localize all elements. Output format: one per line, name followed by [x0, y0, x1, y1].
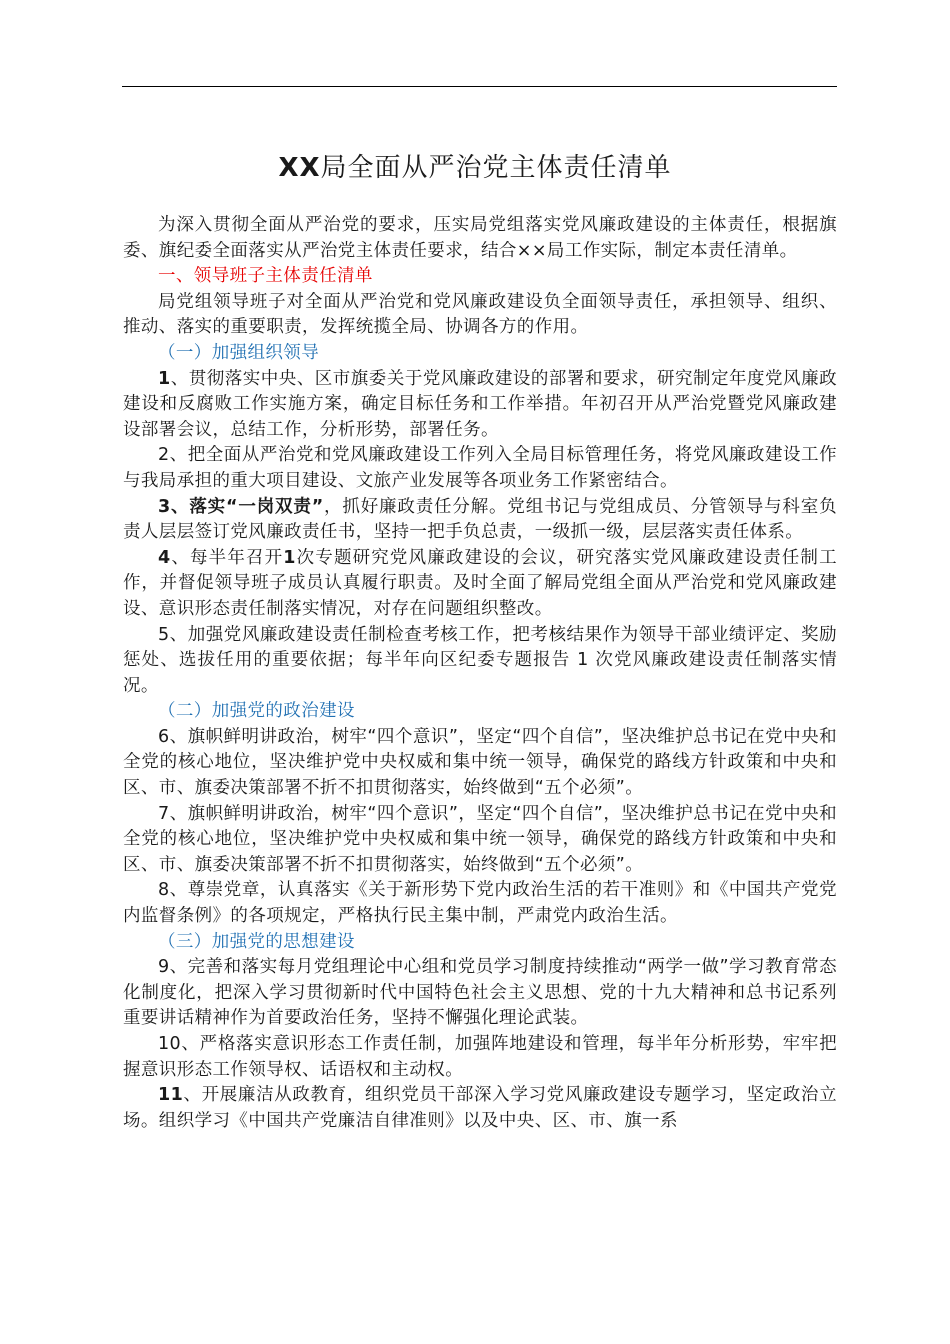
item-number: 11 [158, 1085, 184, 1106]
item-text: 次专题研究党风廉政建设的会议，研究落实党风廉政建设责任制工作，并督促领导班子成员认真履行职责。及时全面了解局党组全面从严治党和党风廉政建设、意识形态责任制落实情况，对存在问题组织整改。 [123, 547, 837, 619]
title-prefix: XX [278, 153, 321, 183]
item-text: 、每半年召开 [170, 547, 284, 568]
subsection-heading-3: （三）加强党的思想建设 [158, 931, 355, 952]
section-heading-1: 一、领导班子主体责任清单 [158, 266, 373, 287]
list-item-2: 2、把全面从严治党和党风廉政建设工作列入全局目标管理任务，将党风廉政建设工作与我局承担的重大项目建设、文旅产业发展等各项业务工作紧密结合。 [123, 445, 837, 491]
item-text: ，抓好廉政责任分解。党组书记与党组成员、分管领导与科室负责人层层签订党风廉政责任书，坚持一把手负总责，一级抓一级，层层落实责任体系。 [123, 496, 837, 543]
list-item-6: 6、旗帜鲜明讲政治，树牢“四个意识”，坚定“四个自信”，坚决维护总书记在党中央和全党的核心地位，坚决维护党中央权威和集中统一领导，确保党的路线方针政策和中央和区、市、旗委决策部署不折不扣贯彻落实，始终做到“五个必须”。 [123, 726, 837, 799]
subsection-heading-2: （二）加强党的政治建设 [158, 701, 355, 722]
item-count: 1 [283, 547, 296, 568]
item-text: 、开展廉洁从政教育，组织党员干部深入学习党风廉政建设专题学习，坚定政治立场。组织学习《中国共产党廉洁自律准则》以及中央、区、市、旗一系 [123, 1085, 837, 1131]
document-body [123, 213, 837, 1134]
list-item-7: 7、旗帜鲜明讲政治，树牢“四个意识”，坚定“四个自信”，坚决维护总书记在党中央和全党的核心地位，坚决维护党中央权威和集中统一领导，确保党的路线方针政策和中央和区、市、旗委决策部署不折不扣贯彻落实，始终做到“五个必须”。 [123, 803, 837, 875]
item-text: 、贯彻落实中央、区市旗委关于党风廉政建设的部署和要求，研究制定年度党风廉政建设和反腐败工作实施方案，确定目标任务和工作举措。年初召开从严治党暨党风廉政建设部署会议，总结工作，分析形势，部署任务。 [123, 368, 837, 440]
list-item-5: 5、加强党风廉政建设责任制检查考核工作，把考核结果作为领导干部业绩评定、奖励惩处、选拔任用的重要依据；每半年向区纪委专题报告 1 次党风廉政建设责任制落实情况。 [123, 624, 837, 696]
header-rule [122, 86, 837, 87]
item-number: 4 [158, 547, 171, 568]
list-item-9: 9、完善和落实每月党组理论中心组和党员学习制度持续推动“两学一做”学习教育常态化制度化，把深入学习贯彻新时代中国特色社会主义思想、党的十九大精神和总书记系列重要讲话精神作为首要政治任务，坚持不懈强化理论武装。 [123, 957, 837, 1029]
leader-paragraph: 局党组领导班子对全面从严治党和党风廉政建设负全面领导责任，承担领导、组织、推动、落实的重要职责，发挥统揽全局、协调各方的作用。 [123, 291, 837, 338]
item-bold-text: 、落实“一岗双责” [170, 496, 324, 517]
list-item-10: 10、严格落实意识形态工作责任制，加强阵地建设和管理，每半年分析形势，牢牢把握意识形态工作领导权、话语权和主动权。 [123, 1034, 837, 1080]
page-title [0, 150, 950, 186]
list-item-4 [123, 546, 837, 623]
list-item-11 [123, 1083, 837, 1134]
item-number: 3 [158, 496, 171, 517]
item-number: 1 [158, 368, 171, 389]
list-item-8: 8、尊崇党章，认真落实《关于新形势下党内政治生活的若干准则》和《中国共产党党内监督条例》的各项规定，严格执行民主集中制，严肃党内政治生活。 [123, 880, 837, 927]
subsection-heading-1: （一）加强组织领导 [158, 342, 320, 363]
list-item-3 [123, 495, 837, 546]
list-item-1 [123, 367, 837, 444]
intro-paragraph: 为深入贯彻全面从严治党的要求，压实局党组落实党风廉政建设的主体责任，根据旗委、旗纪委全面落实从严治党主体责任要求，结合××局工作实际，制定本责任清单。 [123, 215, 837, 261]
title-text: 局全面从严治党主体责任清单 [320, 153, 672, 183]
